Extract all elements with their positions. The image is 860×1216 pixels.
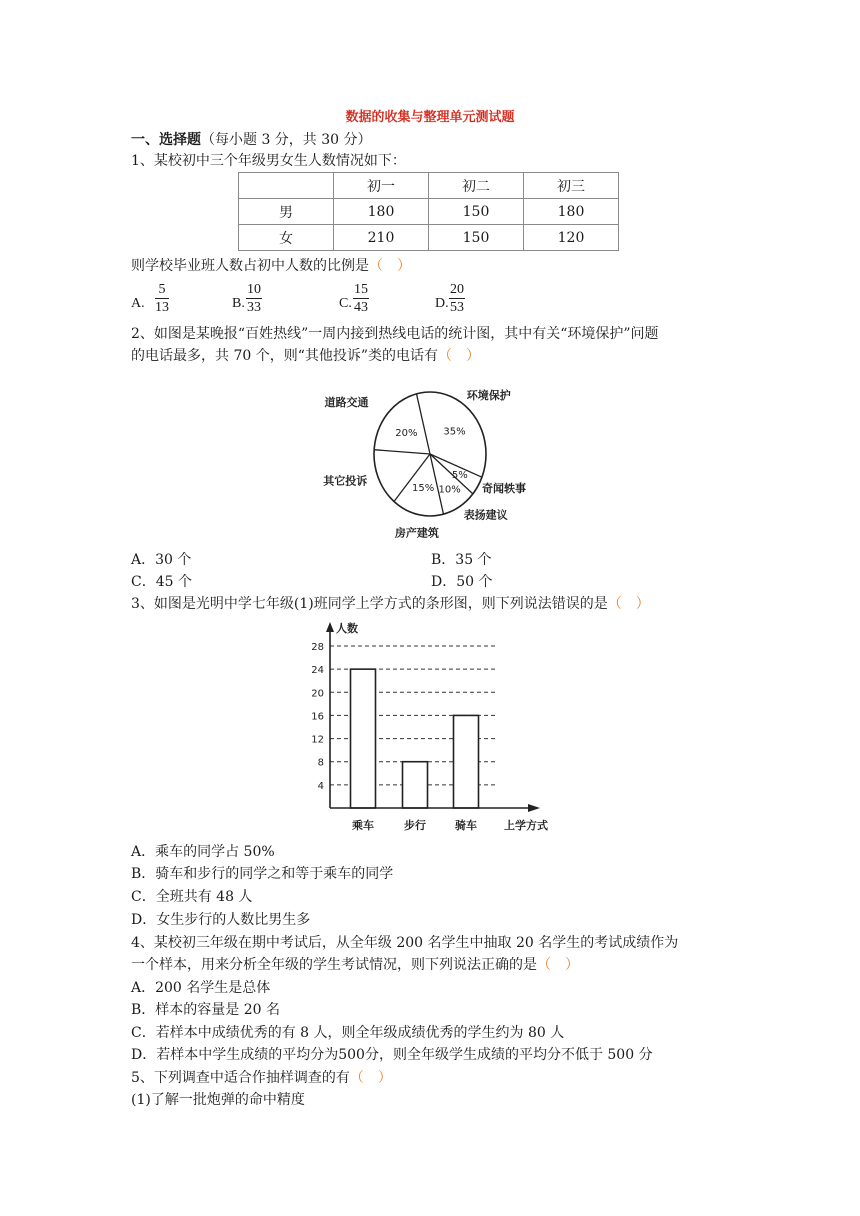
- pie-category-label: 道路交通: [324, 396, 369, 410]
- bar-category-label: 乘车: [352, 819, 374, 832]
- q2-option-d: D．50 个: [431, 574, 493, 590]
- q4-line1: 4、某校初三年级在期中考试后，从全年级 200 名学生中抽取 20 名学生的考试成绩作为: [131, 935, 679, 951]
- bar-category-label: 骑车: [455, 819, 477, 832]
- q3-option-b: B．骑车和步行的同学之和等于乘车的同学: [131, 866, 394, 882]
- bar-labels: [311, 621, 548, 832]
- bar-ytick-label: 12: [311, 734, 324, 746]
- bar-步行: [403, 762, 428, 808]
- q2-option-a: A．30 个: [131, 552, 192, 568]
- table-cell: 180: [524, 199, 619, 225]
- pie-value-label: 15%: [411, 483, 435, 495]
- answer-paren: （ ）: [607, 596, 650, 612]
- answer-paren: （ ）: [438, 348, 481, 364]
- answer-paren: （ ）: [369, 258, 411, 274]
- bar-ytick-label: 28: [311, 642, 324, 653]
- fraction-denominator: 13: [155, 300, 169, 315]
- q1-question: [131, 256, 411, 276]
- table-row: [239, 225, 619, 251]
- table-header-cell: 初二: [429, 173, 524, 199]
- q5-item1: (1)了解一批炮弹的命中精度: [131, 1092, 305, 1108]
- pie-category-label: 其它投诉: [323, 474, 368, 488]
- bar-ytick-label: 16: [311, 711, 324, 723]
- option-fraction: [353, 281, 369, 316]
- table-cell: 150: [429, 225, 524, 251]
- bar-y-arrow: [326, 622, 334, 632]
- fraction-numerator: 20: [450, 282, 464, 297]
- section-note: （每小题 3 分，共 30 分）: [201, 132, 372, 148]
- q2-line1: 2、如图是某晚报“百姓热线”一周内接到热线电话的统计图，其中有关“环境保护”问题: [131, 326, 659, 342]
- table-header-cell: [239, 173, 334, 199]
- bar-ytick-label: 4: [317, 780, 324, 792]
- bar-ytick-label: 8: [317, 757, 324, 769]
- q3-option-d: D．女生步行的人数比男生多: [131, 912, 311, 928]
- section-heading-label: 一、选择题: [131, 132, 201, 148]
- bar-chart: [300, 618, 560, 838]
- q2-option-b: B．35 个: [431, 552, 492, 568]
- pie-chart: [300, 378, 560, 538]
- pie-category-label: 表扬建议: [463, 508, 508, 522]
- option-label: B.: [232, 296, 245, 311]
- q3-stem: [131, 594, 650, 614]
- pie-value-label: 10%: [438, 484, 461, 496]
- answer-paren: （ ）: [537, 957, 579, 973]
- q4-option-a: A．200 名学生是总体: [131, 980, 271, 996]
- fraction-denominator: 33: [247, 300, 261, 315]
- table-cell: 120: [524, 225, 619, 251]
- pie-slices: [374, 392, 486, 516]
- q4-line2: [131, 955, 579, 975]
- pie-value-label: 35%: [443, 426, 466, 438]
- q1-stem: 1、某校初中三个年级男女生人数情况如下：: [131, 153, 406, 169]
- pie-value-label: 5%: [451, 469, 468, 481]
- bar-x-arrow: [528, 804, 540, 812]
- option-label: C.: [339, 296, 352, 311]
- option-fraction: [449, 281, 465, 316]
- table-cell: 150: [429, 199, 524, 225]
- pie-category-label: 环境保护: [466, 389, 511, 403]
- table-row: [239, 199, 619, 225]
- option-label: D.: [435, 296, 449, 311]
- q1-question-text: 则学校毕业班人数占初中人数的比例是: [131, 258, 369, 274]
- q2-option-c: C．45 个: [131, 574, 192, 590]
- bar-y-axis-label: 人数: [336, 622, 358, 635]
- fraction-denominator: 53: [450, 300, 464, 315]
- table-header-cell: 初三: [524, 173, 619, 199]
- fraction-denominator: 43: [354, 300, 368, 315]
- q5-stem: [131, 1068, 392, 1088]
- fraction-numerator: 5: [155, 281, 169, 299]
- q2-line2-text: 的电话最多，共 70 个，则“其他投诉”类的电话有: [131, 348, 439, 364]
- bar-x-axis-label: 上学方式: [504, 819, 548, 832]
- q3-stem-text: 3、如图是光明中学七年级(1)班同学上学方式的条形图，则下列说法错误的是: [131, 596, 608, 612]
- table-header-row: [239, 173, 619, 199]
- q5-stem-text: 5、下列调查中适合作抽样调查的有: [131, 1070, 350, 1086]
- table-cell: 女: [239, 225, 334, 251]
- pie-value-label: 20%: [395, 428, 418, 440]
- fraction-numerator: 10: [247, 282, 261, 297]
- table-cell: 210: [334, 225, 429, 251]
- q4-line2-text: 一个样本，用来分析全年级的学生考试情况，则下列说法正确的是: [131, 957, 537, 973]
- bar-ytick-label: 24: [311, 665, 324, 677]
- pie-category-label: 奇闻轶事: [482, 481, 526, 495]
- bar-ytick-label: 20: [311, 688, 324, 700]
- bar-乘车: [351, 669, 376, 808]
- table-header-cell: 初一: [334, 173, 429, 199]
- option-fraction: [246, 281, 262, 316]
- grade-gender-table: [238, 172, 619, 251]
- table-cell: 男: [239, 199, 334, 225]
- q3-option-a: A．乘车的同学占 50%: [131, 844, 275, 860]
- table-cell: 180: [334, 199, 429, 225]
- fraction-numerator: 15: [354, 282, 368, 297]
- q4-option-b: B．样本的容量是 20 名: [131, 1002, 281, 1018]
- bar-骑车: [454, 715, 479, 808]
- document-title: 数据的收集与整理单元测试题: [345, 110, 515, 125]
- q4-option-c: C．若样本中成绩优秀的有 8 人，则全年级成绩优秀的学生约为 80 人: [131, 1025, 565, 1041]
- bar-category-label: 步行: [404, 819, 426, 832]
- q3-option-c: C．全班共有 48 人: [131, 889, 253, 905]
- section-heading: [131, 130, 372, 150]
- q2-line2: [131, 346, 480, 366]
- q4-option-d: D．若样本中学生成绩的平均分为500分，则全年级学生成绩的平均分不低于 500 分: [131, 1047, 653, 1063]
- answer-paren: （ ）: [349, 1070, 392, 1086]
- pie-category-label: 房产建筑: [394, 526, 439, 538]
- option-label: A.: [131, 296, 145, 311]
- option-fraction: [155, 281, 169, 316]
